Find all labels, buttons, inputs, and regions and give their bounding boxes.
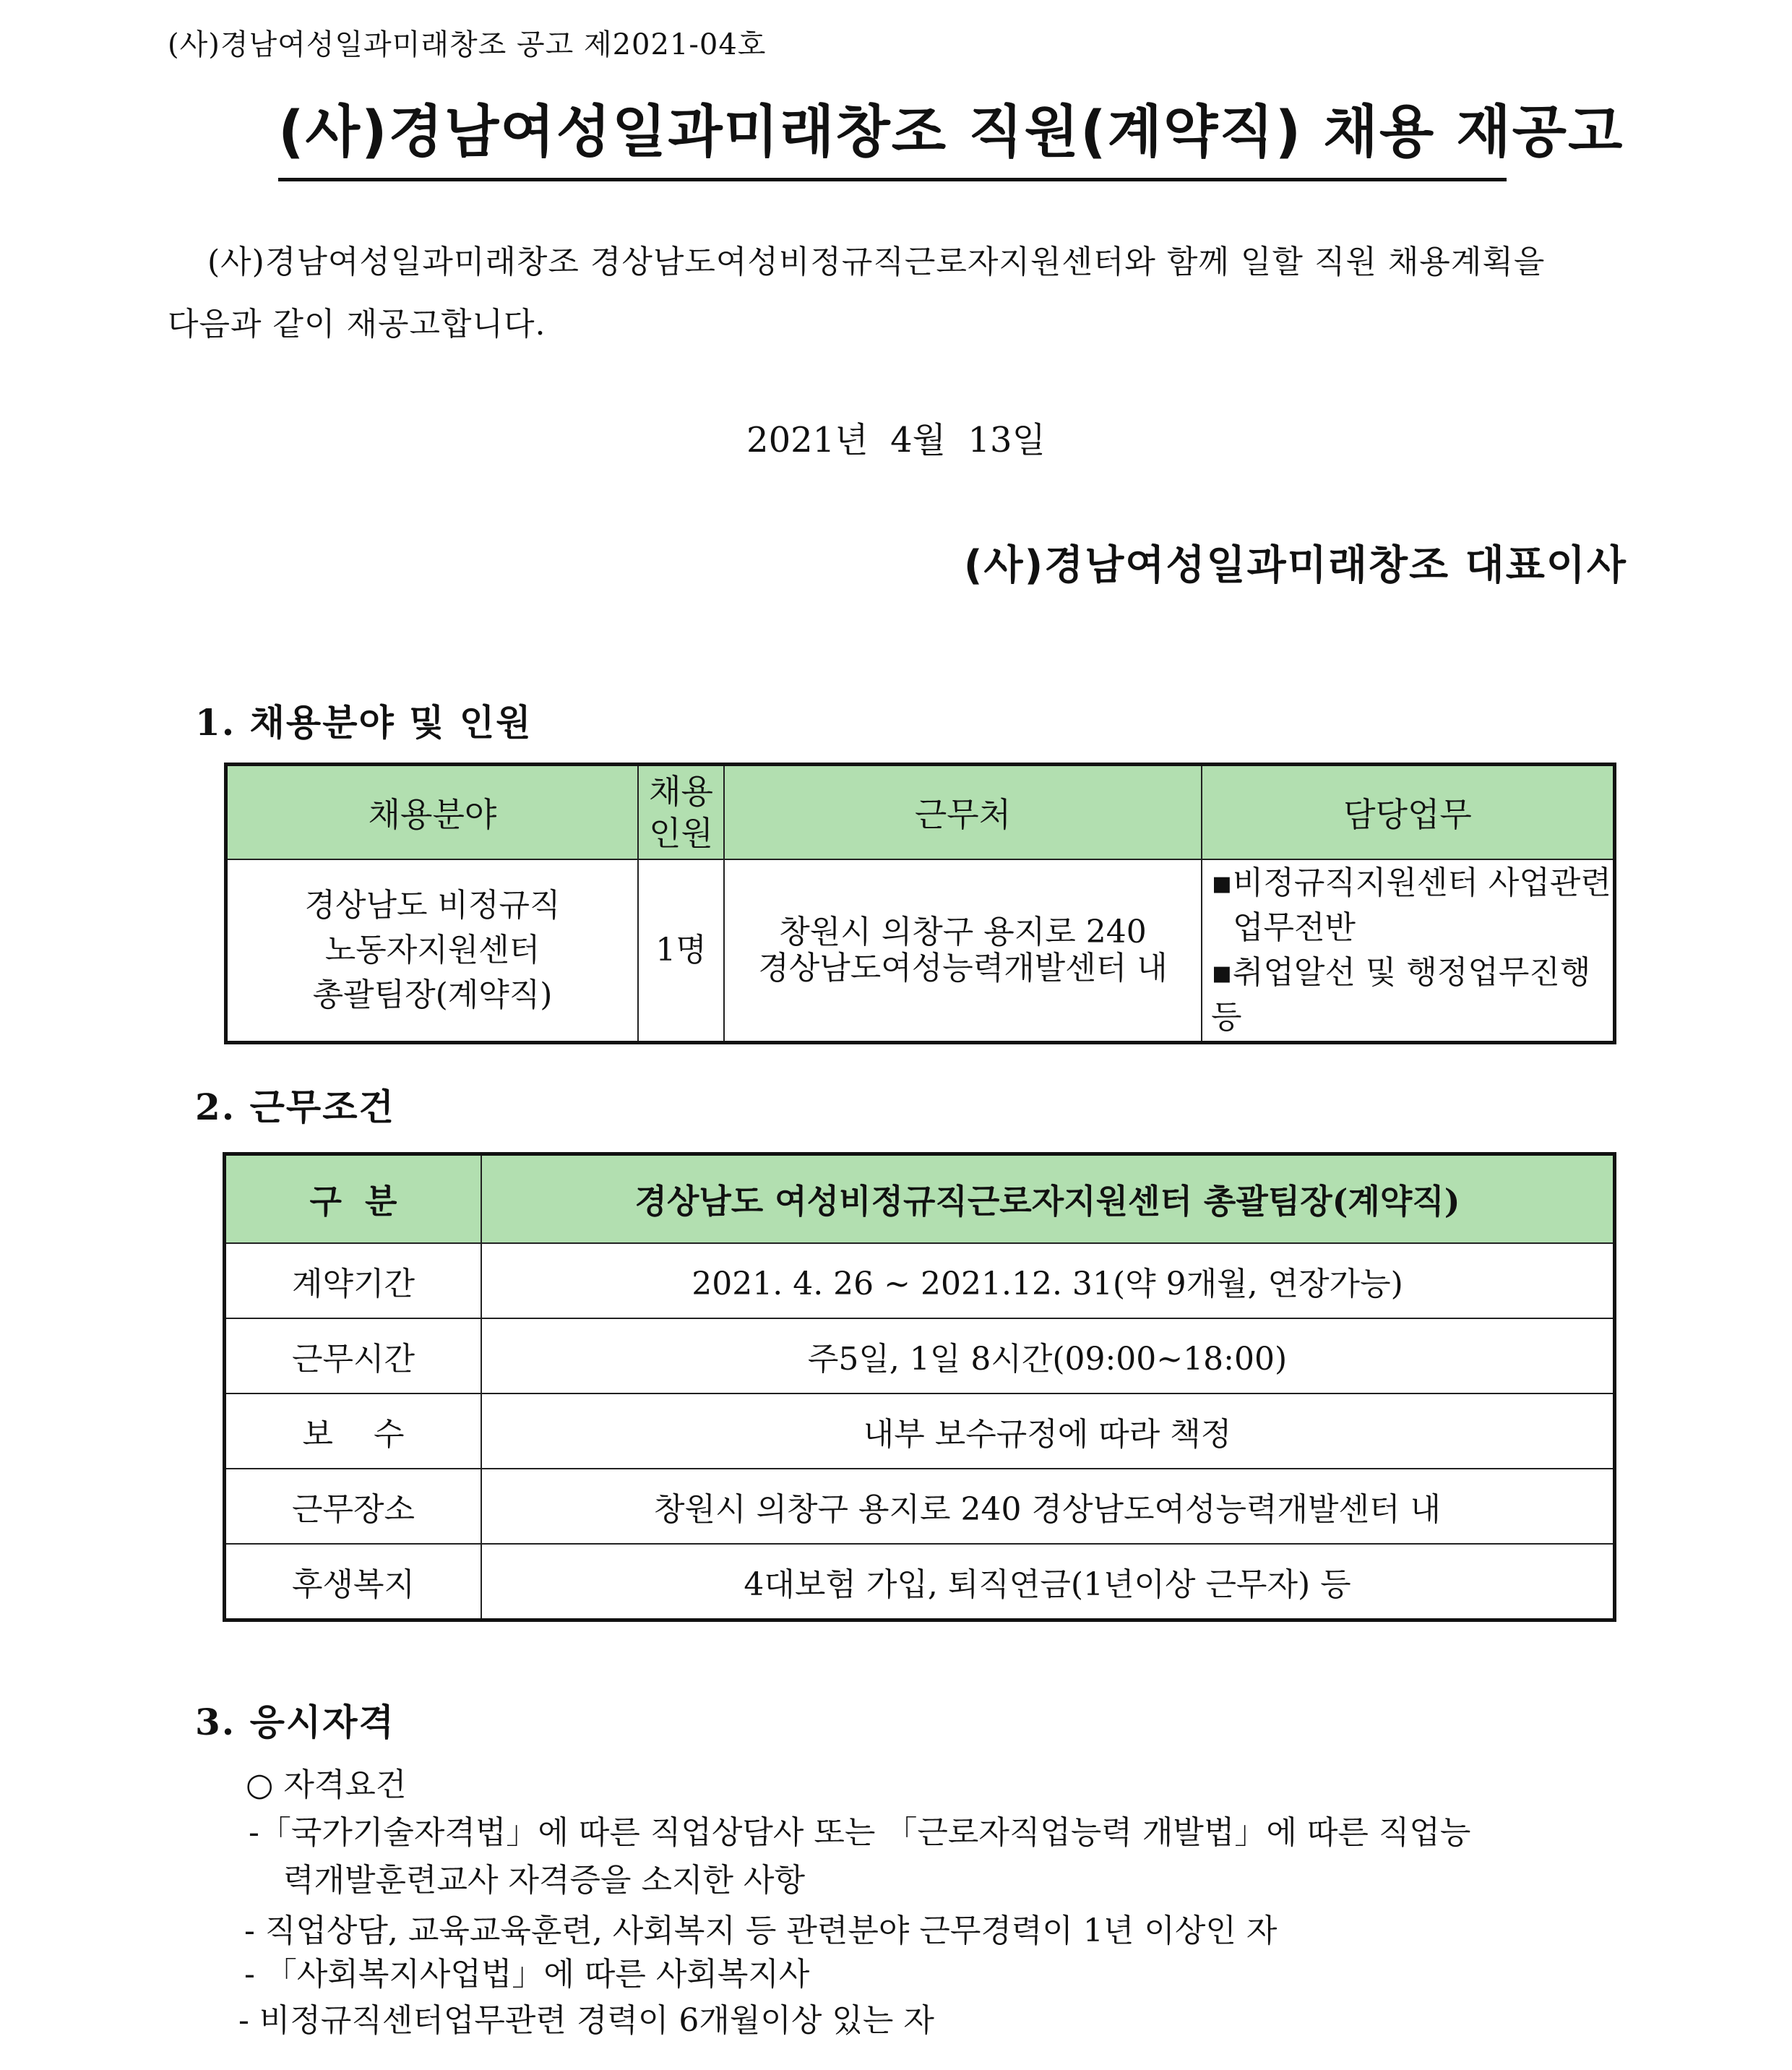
qualification-item: -「국가기술자격법」에 따른 직업상담사 또는 「근로자직업능력 개발법」에 따른 직업능 <box>249 1814 1471 1851</box>
qualification-item: 력개발훈련교사 자격증을 소지한 사항 <box>283 1862 806 1899</box>
qualification-item: - 비정규직센터업무관련 경력이 6개월이상 있는 자 <box>238 2002 934 2039</box>
table-row <box>226 859 1615 1043</box>
intro-paragraph <box>168 231 1627 356</box>
table-row <box>225 1243 1615 1318</box>
location-line: 창원시 의창구 용지로 240 <box>779 914 1147 950</box>
intro-line-2: 다음과 같이 재공고합니다. <box>168 306 546 343</box>
conditions-table <box>223 1152 1616 1622</box>
row-value: 2021. 4. 26 ~ 2021.12. 31(약 9개월, 연장가능) <box>481 1243 1615 1318</box>
col-field: 채용분야 <box>226 765 639 860</box>
duty-line: ▪비정규직지원센터 사업관련 <box>1211 864 1611 901</box>
col-location: 근무처 <box>724 765 1202 860</box>
row-label: 근무장소 <box>225 1469 482 1544</box>
col-count: 채용 인원 <box>638 765 724 860</box>
table-row <box>225 1469 1615 1544</box>
title-block <box>278 87 1624 181</box>
signer: (사)경남여성일과미래창조 대표이사 <box>963 542 1627 589</box>
row-value: 4대보험 가입, 퇴직연금(1년이상 근무자) 등 <box>481 1544 1615 1620</box>
row-label: 후생복지 <box>225 1544 482 1620</box>
field-line: 경상남도 비정규직 <box>304 887 561 924</box>
section-1-heading: 1. 채용분야 및 인원 <box>195 701 533 744</box>
header-label: 구 분 <box>225 1154 482 1244</box>
row-value: 내부 보수규정에 따라 책정 <box>481 1393 1615 1469</box>
qualification-item: - 직업상담, 교육교육훈련, 사회복지 등 관련분야 근무경력이 1년 이상인 자 <box>244 1912 1278 1949</box>
field-cell <box>226 859 639 1043</box>
intro-line-1: (사)경남여성일과미래창조 경상남도여성비정규직근로자지원센터와 함께 일할 직원 채용계획을 <box>207 244 1546 280</box>
row-value: 주5일, 1일 8시간(09:00~18:00) <box>481 1318 1615 1393</box>
page-title: (사)경남여성일과미래창조 직원(계약직) 채용 재공고 <box>278 87 1507 181</box>
qualification-subheading: ○ 자격요건 <box>246 1766 407 1803</box>
table-header-row <box>225 1154 1615 1244</box>
count-cell: 1명 <box>638 859 724 1043</box>
notice-date: 2021년 4월 13일 <box>746 420 1046 460</box>
header-value: 경상남도 여성비정규직근로자지원센터 총괄팀장(계약직) <box>481 1154 1615 1244</box>
duty-line: ▪취업알선 및 행정업무진행 등 <box>1211 954 1591 1036</box>
document-number: (사)경남여성일과미래창조 공고 제2021-04호 <box>168 28 767 61</box>
table-row <box>225 1318 1615 1393</box>
location-line: 경상남도여성능력개발센터 내 <box>758 950 1168 987</box>
qualification-item: - 「사회복지사업법」에 따른 사회복지사 <box>244 1956 810 1993</box>
duty-cell <box>1202 859 1615 1043</box>
field-line: 노동자지원센터 <box>324 932 540 969</box>
recruitment-table <box>224 763 1616 1044</box>
qualifications <box>231 1764 1471 2039</box>
section-2-heading: 2. 근무조건 <box>195 1086 395 1128</box>
duty-line: 업무전반 <box>1233 909 1356 946</box>
section-3-heading: 3. 응시자격 <box>195 1701 395 1743</box>
row-label: 보 수 <box>225 1393 482 1469</box>
location-cell <box>724 859 1202 1043</box>
table-row <box>225 1393 1615 1469</box>
field-line: 총괄팀장(계약직) <box>312 976 553 1013</box>
table-header-row <box>226 765 1615 860</box>
col-duty: 담당업무 <box>1202 765 1615 860</box>
row-label: 근무시간 <box>225 1318 482 1393</box>
row-label: 계약기간 <box>225 1243 482 1318</box>
table-row <box>225 1544 1615 1620</box>
row-value: 창원시 의창구 용지로 240 경상남도여성능력개발센터 내 <box>481 1469 1615 1544</box>
